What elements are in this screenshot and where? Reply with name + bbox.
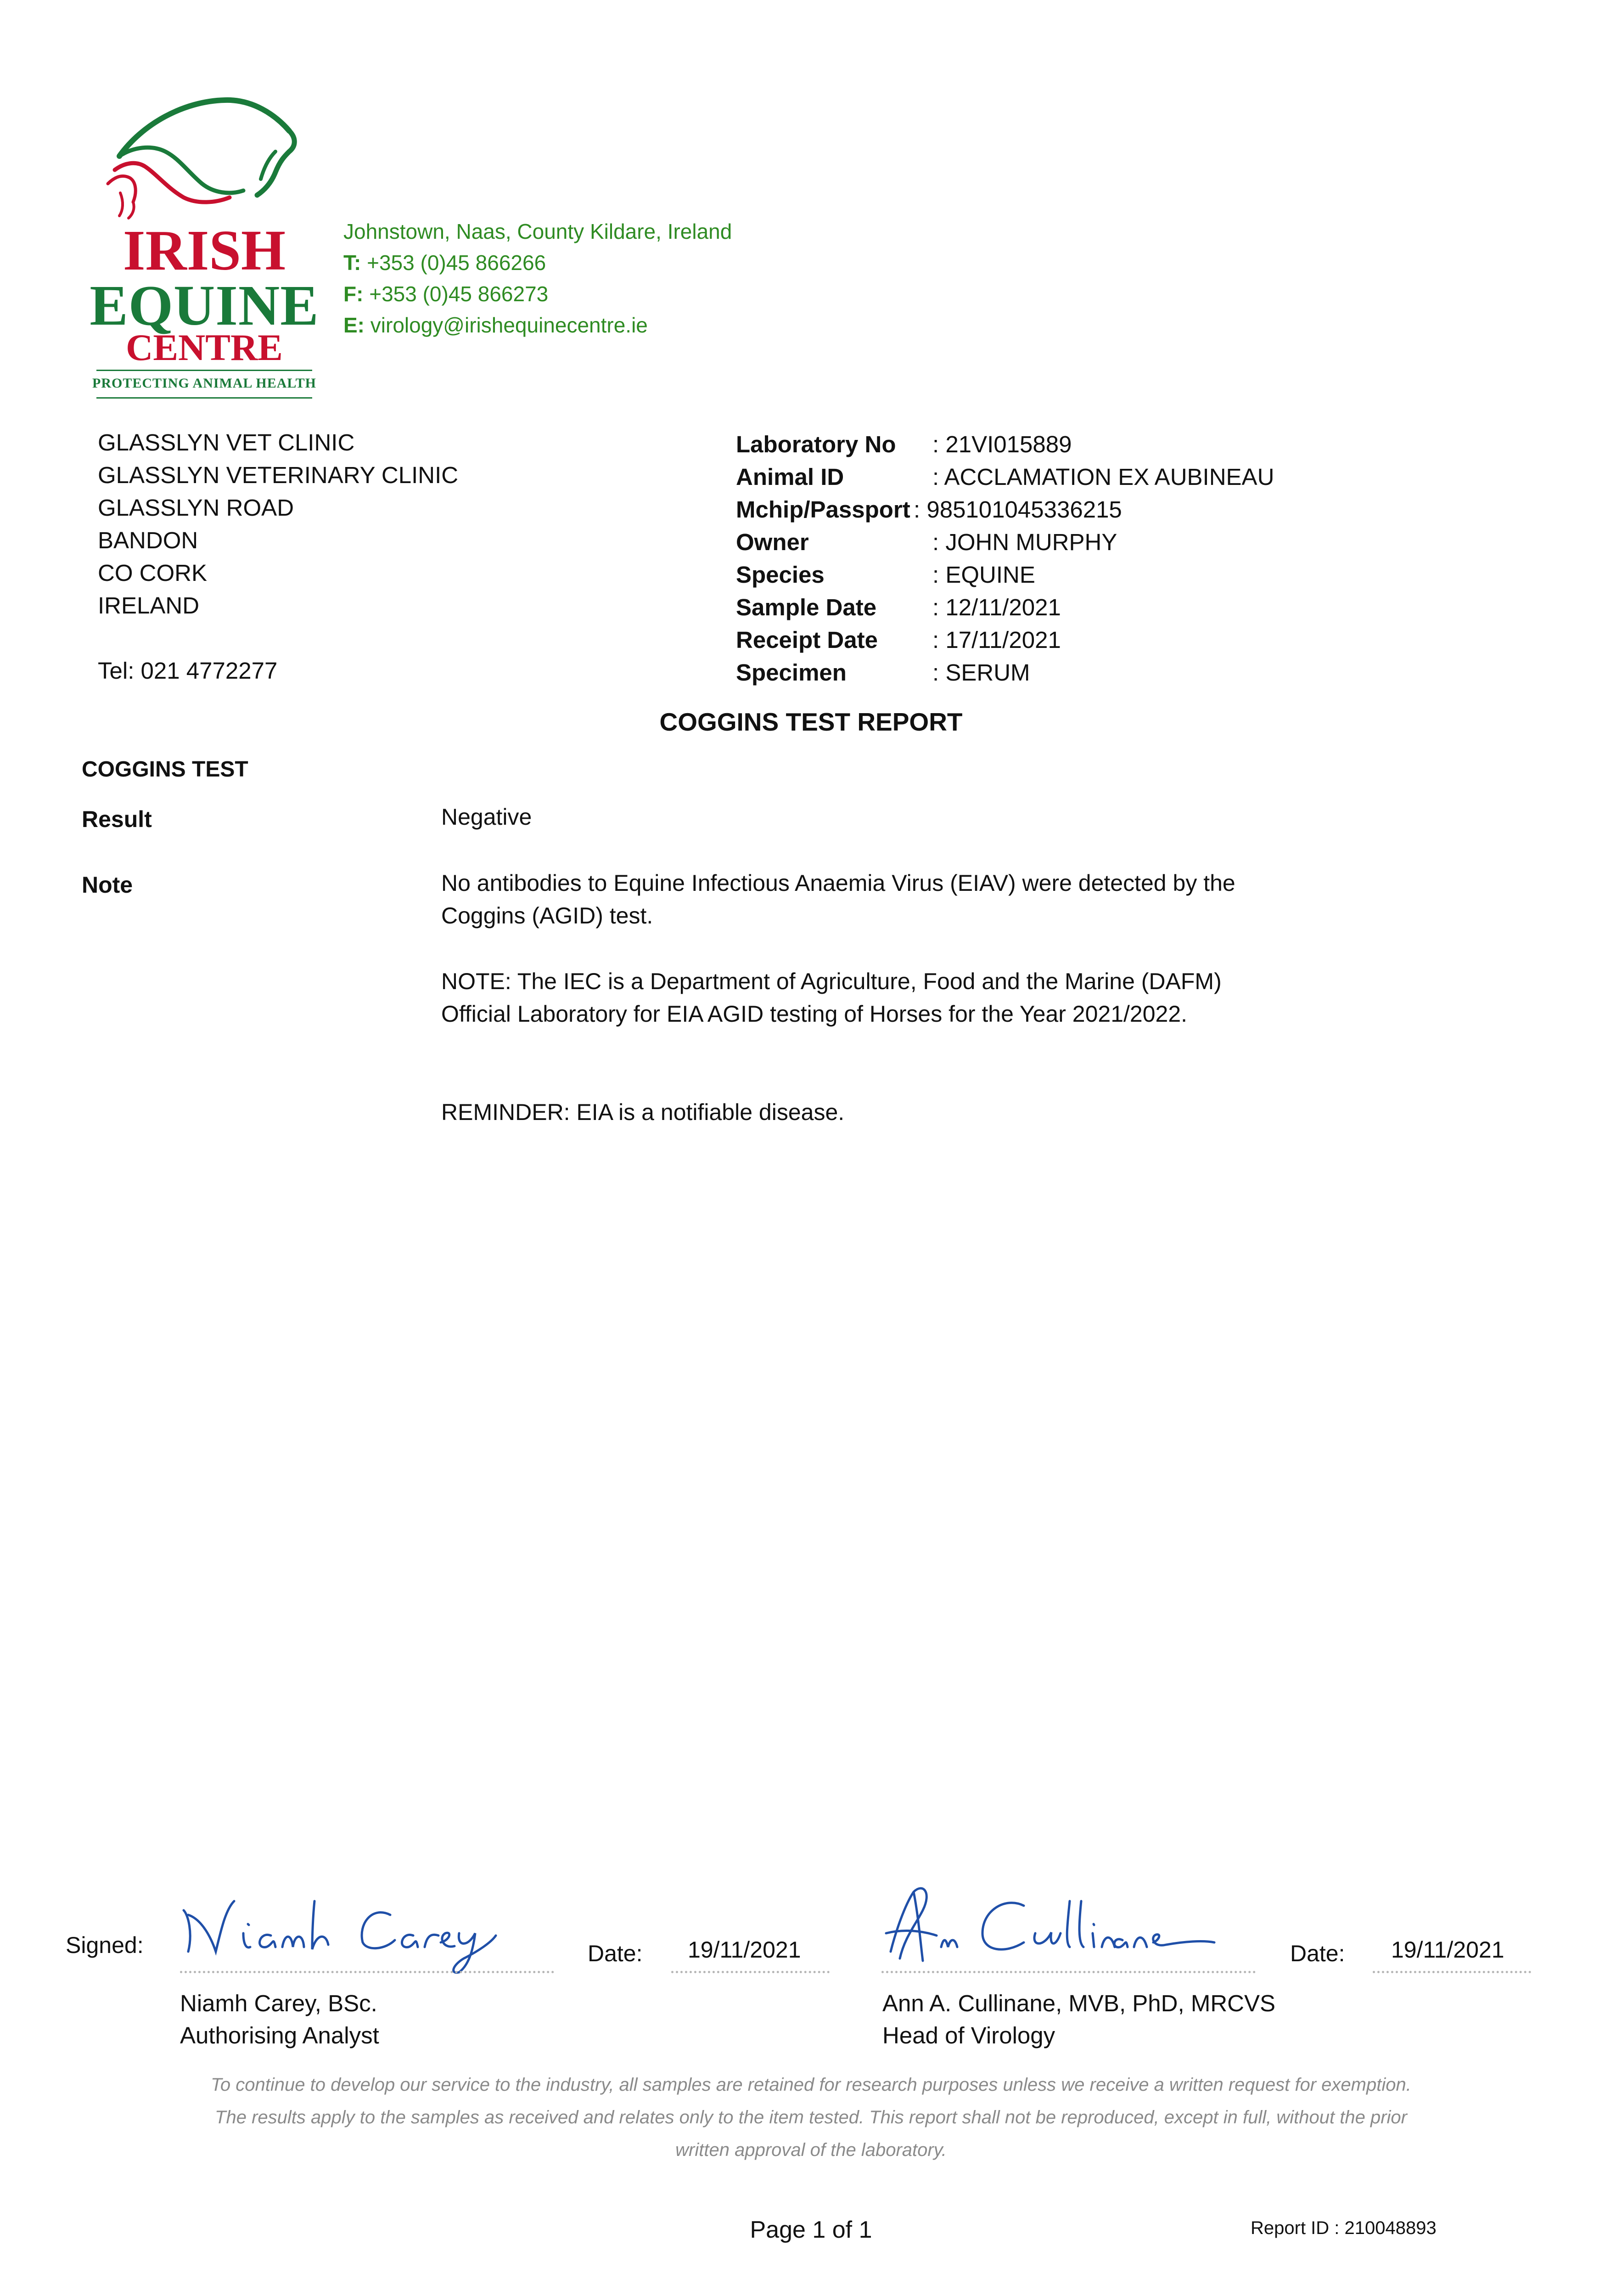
result-label: Result [82, 806, 152, 832]
date-line-left [671, 1971, 830, 1973]
signatory-left-name: Niamh Carey, BSc. [180, 1990, 377, 2016]
report-id: Report ID : 210048893 [1251, 2218, 1437, 2238]
recipient-line: GLASSLYN VET CLINIC [98, 429, 355, 456]
signature-niamh-carey [174, 1883, 505, 1975]
signature-line-right [881, 1971, 1256, 1973]
note-label: Note [82, 872, 133, 898]
signatory-right-name: Ann A. Cullinane, MVB, PhD, MRCVS [882, 1990, 1276, 2016]
section-heading: COGGINS TEST [82, 757, 248, 782]
lab-address: Johnstown, Naas, County Kildare, Ireland [343, 219, 732, 243]
lab-email: E: virology@irishequinecentre.ie [343, 313, 648, 337]
recipient-line: IRELAND [98, 592, 200, 619]
signature-ann-cullinane [872, 1878, 1221, 1975]
signature-line-left [180, 1971, 554, 1973]
horse-emblem-icon [87, 92, 321, 220]
date-value-right: 19/11/2021 [1391, 1937, 1504, 1963]
signatory-right-role: Head of Virology [882, 2022, 1055, 2048]
logo-rule-bottom [96, 397, 312, 399]
result-value: Negative [441, 804, 532, 830]
page-number: Page 1 of 1 [750, 2217, 872, 2243]
lab-fax: F: +353 (0)45 866273 [343, 282, 549, 306]
date-label-left: Date: [588, 1941, 643, 1966]
disclaimer-retention: To continue to develop our service to the industry, all samples are retained for research purposes unless we receive a written request for exemption. [211, 2075, 1411, 2095]
lab-contact-block [343, 216, 732, 341]
signatory-left-role: Authorising Analyst [180, 2022, 379, 2048]
logo-word-centre: CENTRE [126, 326, 283, 368]
logo-rule-top [96, 370, 312, 371]
date-line-right [1373, 1971, 1531, 1973]
date-value-left: 19/11/2021 [688, 1937, 801, 1963]
irish-equine-centre-logo [87, 92, 321, 404]
note-paragraph-1: No antibodies to Equine Infectious Anaemia Virus (EIAV) were detected by the Coggins (AGID) test. [441, 870, 1235, 929]
lab-phone: T: +353 (0)45 866266 [343, 251, 546, 275]
note-paragraph-3: REMINDER: EIA is a notifiable disease. [441, 1099, 845, 1125]
disclaimer-results: The results apply to the samples as received and relates only to the item tested. This report shall not be reproduced, except in full, without the prior [215, 2107, 1407, 2127]
report-title: COGGINS TEST REPORT [659, 708, 963, 736]
signatory-left [180, 1987, 379, 2052]
logo-tagline: PROTECTING ANIMAL HEALTH [92, 376, 316, 391]
note-paragraph-2: NOTE: The IEC is a Department of Agriculture, Food and the Marine (DAFM) Official Laboratory for EIA AGID testing of Horses for the Year 2021/2022. [441, 968, 1222, 1027]
disclaimer-approval: written approval of the laboratory. [675, 2140, 947, 2160]
recipient-line: CO CORK [98, 560, 208, 586]
recipient-line: BANDON [98, 527, 198, 553]
logo-word-equine: EQUINE [90, 274, 319, 338]
date-label-right: Date: [1290, 1941, 1345, 1966]
recipient-tel: Tel: 021 4772277 [98, 658, 278, 684]
recipient-address [98, 426, 458, 687]
signed-label: Signed: [66, 1932, 144, 1958]
recipient-line: GLASSLYN VETERINARY CLINIC [98, 462, 459, 488]
recipient-line: GLASSLYN ROAD [98, 495, 294, 521]
logo-word-irish: IRISH [123, 219, 286, 282]
signatory-right [882, 1987, 1275, 2052]
